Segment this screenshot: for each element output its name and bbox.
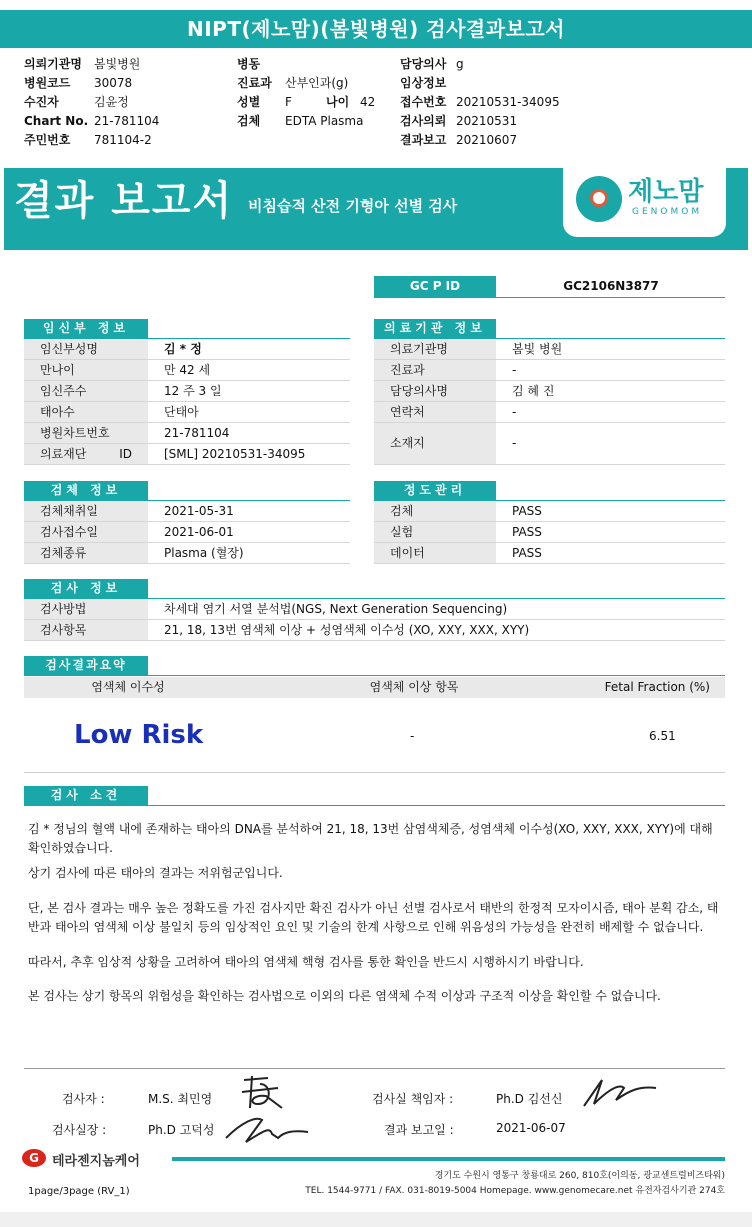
table-row [374, 423, 725, 465]
table-label: 의료기관명 [374, 339, 496, 359]
header-value: 봄빛병원 [94, 57, 141, 71]
table-row [24, 599, 725, 620]
chief-label: 검사실장 : [52, 1123, 107, 1137]
table-row [24, 501, 350, 522]
header-row [237, 114, 397, 133]
table-value: PASS [512, 525, 542, 539]
footer-address: 경기도 수원시 영통구 창룡대로 260, 810호(이의동, 광교센트럴비즈타워) [434, 1171, 725, 1181]
logo-text: 제노맘 [628, 177, 704, 207]
table-label: 데이터 [374, 543, 496, 563]
qc-table [374, 501, 725, 564]
header-row [237, 76, 397, 95]
bottom-strip [0, 1212, 752, 1227]
table-value: 21-781104 [164, 426, 230, 440]
table-value: 2021-05-31 [164, 504, 234, 518]
opinion-p2: 상기 검사에 따른 태아의 결과는 저위험군입니다. [28, 866, 283, 880]
tester-signature-icon [238, 1074, 288, 1114]
header-col1 [24, 57, 234, 152]
table-row [374, 501, 725, 522]
header-key: 검체 [237, 114, 261, 128]
header-row [400, 114, 600, 133]
header-key: 수진자 [24, 95, 59, 109]
divider [24, 1068, 725, 1069]
table-label: 임신주수 [24, 381, 148, 401]
tester-label: 검사자 : [62, 1092, 105, 1106]
table-row [374, 381, 725, 402]
header-key: 성별 [237, 95, 261, 109]
header-key: 검사의뢰 [400, 114, 447, 128]
header-key: 주민번호 [24, 133, 71, 147]
section-pregnant: 임신부 정보 [24, 319, 148, 338]
section-test: 검사 정보 [24, 579, 148, 598]
banner-title: 결과 보고서 [14, 178, 234, 224]
company-logo-icon: G [22, 1149, 46, 1167]
opinion-p1: 김 * 정님의 혈액 내에 존재하는 태아의 DNA를 분석하여 21, 18, 13번 삼염색체증, 성염색체 이수성(XO, XXY, XXX, XYY)에 대해 확인하였습니다. [28, 822, 713, 855]
table-value: PASS [512, 504, 542, 518]
table-value: - [512, 405, 517, 419]
table-row [374, 360, 725, 381]
table-row [374, 402, 725, 423]
header-row [400, 76, 600, 95]
table-row [24, 381, 350, 402]
table-row [24, 339, 350, 360]
logo-sub: GENOMOM [632, 207, 703, 217]
fetal-fraction: 6.51 [649, 729, 676, 743]
table-label: 태아수 [24, 402, 148, 422]
risk-result: Low Risk [74, 720, 204, 750]
lab-head-label: 검사실 책임자 : [372, 1092, 454, 1106]
gcpid-value: GC2106N3877 [563, 279, 659, 293]
logo-inner-icon [590, 189, 608, 207]
chief-name: Ph.D 고덕성 [148, 1123, 215, 1137]
header-row [24, 57, 234, 76]
section-institution: 의료기관 정보 [374, 319, 496, 338]
table-label: 검체종류 [24, 543, 148, 563]
table-value: 21, 18, 13번 염색체 이상 + 성염색체 이수성 (XO, XXY, XXX, XYY) [164, 623, 530, 637]
header-row [24, 95, 234, 114]
header-row [24, 114, 234, 133]
age-value: 42 [360, 95, 376, 109]
summary-col1: 염색체 이수성 [91, 680, 165, 694]
table-value: 김 * 정 [164, 342, 202, 356]
table-label: 만나이 [24, 360, 148, 380]
header-key: Chart No. [24, 114, 89, 128]
chief-signature-icon [222, 1112, 312, 1148]
opinion-p5: 본 검사는 상기 항목의 위험성을 확인하는 검사법으로 이외의 다른 염색체 수적 이상과 구조적 이상을 확인할 수 없습니다. [28, 989, 661, 1003]
table-label: 담당의사명 [374, 381, 496, 401]
opinion-p3: 단, 본 검사 결과는 매우 높은 정확도를 가진 검사지만 확진 검사가 아닌 선별 검사로서 태반의 한정적 모자이시즘, 태아 분획 감소, 태반과 태아의 염색체 이상 불일치 등의 임상적인 요인 및 기술의 한계 사항으로 인해 위음성의 가능성을 완전히 배제할 수 없습니다. [28, 901, 719, 934]
divider [24, 675, 725, 676]
table-value: 봄빛 병원 [512, 342, 563, 356]
header-key: 의뢰기관명 [24, 57, 82, 71]
header-row [237, 57, 397, 76]
header-value: 30078 [94, 76, 133, 90]
table-label: 검사방법 [24, 599, 148, 619]
table-label: 실험 [374, 522, 496, 542]
header-key: 담당의사 [400, 57, 447, 71]
header-value: 산부인과(g) [285, 76, 349, 90]
header-value: 20210531 [456, 114, 518, 128]
table-row [374, 339, 725, 360]
table-value: 단태아 [164, 405, 199, 419]
table-row [24, 543, 350, 564]
specimen-table [24, 501, 350, 564]
table-label: 검사접수일 [24, 522, 148, 542]
header-row [400, 133, 600, 152]
table-label: 진료과 [374, 360, 496, 380]
section-opinion: 검사 소견 [24, 786, 148, 805]
abnormal-result: - [410, 729, 415, 743]
divider [24, 772, 725, 773]
table-value: - [512, 363, 517, 377]
section-specimen: 검체 정보 [24, 481, 148, 500]
table-value: 12 주 3 일 [164, 384, 222, 398]
table-label: 임신부성명 [24, 339, 148, 359]
table-value: 김 혜 진 [512, 384, 555, 398]
table-value: 차세대 염기 서열 분석법(NGS, Next Generation Sequencing) [164, 602, 508, 616]
section-qc: 정도관리 [374, 481, 496, 500]
header-row [24, 133, 234, 152]
table-label: 검체 [374, 501, 496, 521]
pregnant-table [24, 339, 350, 465]
report-label: 결과 보고일 : [384, 1123, 454, 1137]
table-row [24, 444, 350, 465]
institution-table [374, 339, 725, 465]
header-value: EDTA Plasma [285, 114, 364, 128]
summary-col3: Fetal Fraction (%) [604, 680, 710, 694]
header-value: 20210531-34095 [456, 95, 560, 109]
lab-head-name: Ph.D 김선신 [496, 1092, 563, 1106]
table-row [24, 360, 350, 381]
header-key: 결과보고 [400, 133, 447, 147]
page-number: 1page/3page (RV_1) [28, 1186, 130, 1197]
table-row [24, 620, 725, 641]
header-key: 병동 [237, 57, 261, 71]
gcpid-underline [374, 297, 725, 298]
lab-head-signature-icon [580, 1076, 660, 1112]
footer-contact: TEL. 1544-9771 / FAX. 031-8019-5004 Homepage. www.genomecare.net 유전자검사기관 274호 [305, 1186, 725, 1196]
table-label: 검체채취일 [24, 501, 148, 521]
table-label: 검사항목 [24, 620, 148, 640]
table-value: PASS [512, 546, 542, 560]
report-title: NIPT(제노맘)(봄빛병원) 검사결과보고서 [0, 10, 752, 48]
company-name: 테라젠지놈케어 [52, 1154, 140, 1169]
summary-col2: 염색체 이상 항목 [369, 680, 459, 694]
table-label: 소재지 [374, 423, 496, 464]
table-row [374, 522, 725, 543]
header-key: 병원코드 [24, 76, 71, 90]
header-col3 [400, 57, 600, 152]
header-value: 21-781104 [94, 114, 160, 128]
table-row [374, 543, 725, 564]
tester-name: M.S. 최민영 [148, 1092, 213, 1106]
table-row [24, 402, 350, 423]
header-value: F [285, 95, 292, 109]
header-key: 임상정보 [400, 76, 447, 90]
gcpid-label: GC P ID [374, 276, 496, 297]
table-value: [SML] 20210531-34095 [164, 447, 306, 461]
table-label: 의료재단 ID [24, 444, 148, 464]
report-date: 2021-06-07 [496, 1121, 566, 1135]
divider [24, 805, 725, 806]
banner-subtitle: 비침습적 산전 기형아 선별 검사 [248, 197, 458, 215]
table-value: 2021-06-01 [164, 525, 234, 539]
age-label: 나이 [326, 95, 350, 109]
table-row [24, 522, 350, 543]
header-row [400, 57, 600, 76]
header-key: 접수번호 [400, 95, 447, 109]
table-label: 병원차트번호 [24, 423, 148, 443]
header-value: g [456, 57, 464, 71]
table-label: 연락처 [374, 402, 496, 422]
header-row [24, 76, 234, 95]
header-key: 진료과 [237, 76, 272, 90]
table-value: 만 42 세 [164, 363, 211, 377]
table-value: - [512, 436, 517, 450]
opinion-p4: 따라서, 추후 임상적 상황을 고려하여 태아의 염색체 핵형 검사를 통한 확인을 반드시 시행하시기 바랍니다. [28, 955, 584, 969]
test-table [24, 599, 725, 641]
header-value: 781104-2 [94, 133, 152, 147]
section-summary: 검사결과요약 [24, 656, 148, 675]
footer-green-line [172, 1157, 725, 1161]
header-row [400, 95, 600, 114]
table-value: Plasma (혈장) [164, 546, 244, 560]
table-row [24, 423, 350, 444]
header-value: 20210607 [456, 133, 518, 147]
header-value: 김윤정 [94, 95, 129, 109]
